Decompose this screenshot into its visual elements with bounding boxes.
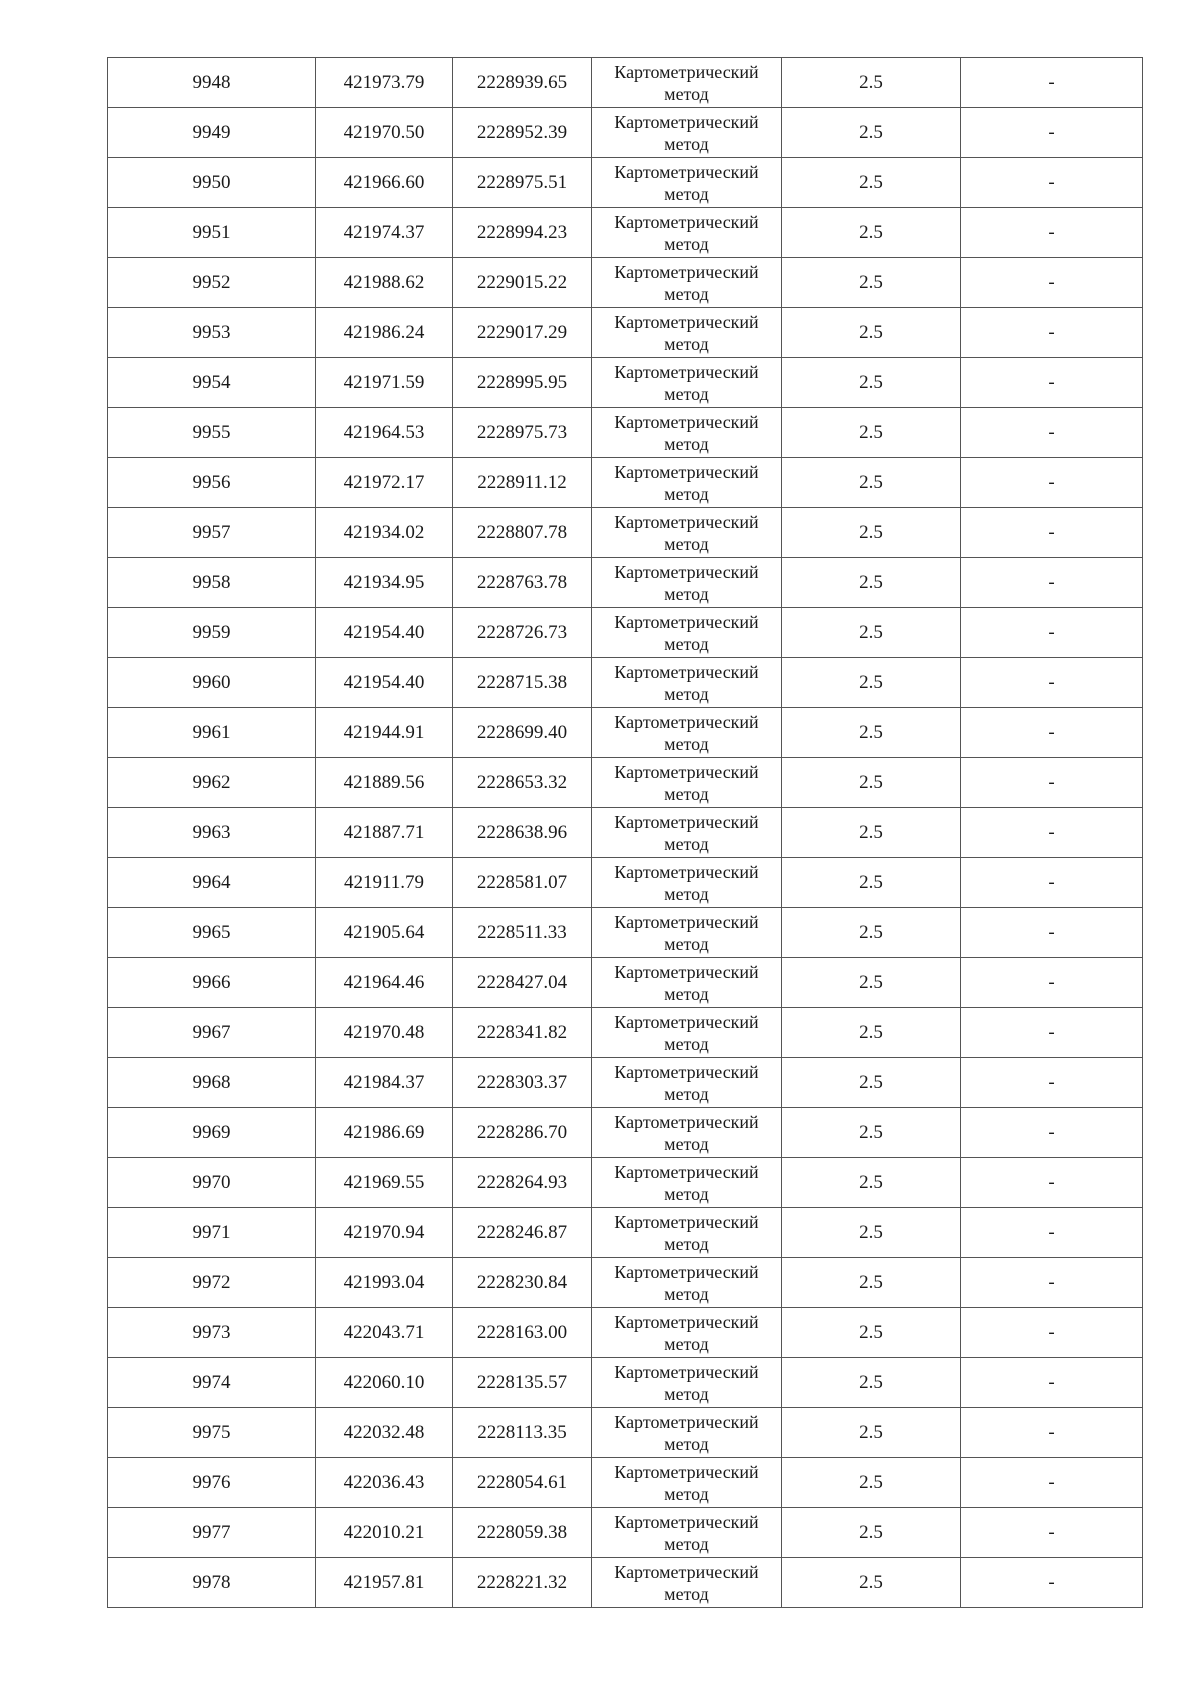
method-line-1: Картометрический (614, 1361, 759, 1382)
table-row (108, 908, 1143, 958)
method-line-1: Картометрический (614, 1261, 759, 1282)
note-cell: - (961, 808, 1143, 858)
y-coordinate-cell: 2229017.29 (453, 308, 592, 358)
x-coordinate-cell: 422043.71 (316, 1308, 453, 1358)
method-line-2: метод (664, 1583, 709, 1604)
method-line-2: метод (664, 883, 709, 904)
x-coordinate-cell: 421911.79 (316, 858, 453, 908)
method-line-1: Картометрический (614, 261, 759, 282)
y-coordinate-cell: 2228230.84 (453, 1258, 592, 1308)
y-coordinate-cell: 2228975.73 (453, 408, 592, 458)
method-cell (592, 1508, 782, 1558)
note-cell: - (961, 58, 1143, 108)
method-cell (592, 358, 782, 408)
precision-cell: 2.5 (782, 408, 961, 458)
x-coordinate-cell: 421954.40 (316, 608, 453, 658)
table-row (108, 1508, 1143, 1558)
method-line-2: метод (664, 783, 709, 804)
note-cell: - (961, 1408, 1143, 1458)
note-cell: - (961, 1358, 1143, 1408)
point-number-cell: 9966 (108, 958, 316, 1008)
table-row (108, 108, 1143, 158)
method-line-2: метод (664, 683, 709, 704)
note-cell: - (961, 1058, 1143, 1108)
note-cell: - (961, 1308, 1143, 1358)
table-row (108, 258, 1143, 308)
method-line-2: метод (664, 833, 709, 854)
method-line-1: Картометрический (614, 1011, 759, 1032)
method-cell (592, 1208, 782, 1258)
method-cell (592, 458, 782, 508)
table-row (108, 408, 1143, 458)
method-line-2: метод (664, 1283, 709, 1304)
x-coordinate-cell: 421988.62 (316, 258, 453, 308)
method-cell (592, 258, 782, 308)
precision-cell: 2.5 (782, 308, 961, 358)
method-line-1: Картометрический (614, 961, 759, 982)
method-line-1: Картометрический (614, 711, 759, 732)
method-line-2: метод (664, 133, 709, 154)
table-row (108, 58, 1143, 108)
precision-cell: 2.5 (782, 1108, 961, 1158)
y-coordinate-cell: 2228246.87 (453, 1208, 592, 1258)
precision-cell: 2.5 (782, 1308, 961, 1358)
point-number-cell: 9971 (108, 1208, 316, 1258)
x-coordinate-cell: 421964.46 (316, 958, 453, 1008)
method-line-1: Картометрический (614, 811, 759, 832)
coordinates-table-body (108, 58, 1143, 1608)
note-cell: - (961, 308, 1143, 358)
precision-cell: 2.5 (782, 158, 961, 208)
point-number-cell: 9950 (108, 158, 316, 208)
method-cell (592, 608, 782, 658)
y-coordinate-cell: 2228939.65 (453, 58, 592, 108)
point-number-cell: 9964 (108, 858, 316, 908)
method-line-2: метод (664, 1333, 709, 1354)
point-number-cell: 9965 (108, 908, 316, 958)
precision-cell: 2.5 (782, 58, 961, 108)
x-coordinate-cell: 421957.81 (316, 1558, 453, 1608)
precision-cell: 2.5 (782, 658, 961, 708)
y-coordinate-cell: 2228427.04 (453, 958, 592, 1008)
x-coordinate-cell: 422036.43 (316, 1458, 453, 1508)
method-line-1: Картометрический (614, 761, 759, 782)
point-number-cell: 9977 (108, 1508, 316, 1558)
note-cell: - (961, 358, 1143, 408)
method-line-1: Картометрический (614, 511, 759, 532)
method-cell (592, 558, 782, 608)
method-cell (592, 708, 782, 758)
note-cell: - (961, 558, 1143, 608)
x-coordinate-cell: 422060.10 (316, 1358, 453, 1408)
point-number-cell: 9963 (108, 808, 316, 858)
point-number-cell: 9960 (108, 658, 316, 708)
method-line-2: метод (664, 1033, 709, 1054)
x-coordinate-cell: 422032.48 (316, 1408, 453, 1458)
precision-cell: 2.5 (782, 708, 961, 758)
method-line-1: Картометрический (614, 861, 759, 882)
method-line-2: метод (664, 1483, 709, 1504)
x-coordinate-cell: 421887.71 (316, 808, 453, 858)
method-line-1: Картометрический (614, 1211, 759, 1232)
y-coordinate-cell: 2228699.40 (453, 708, 592, 758)
method-line-1: Картометрический (614, 1161, 759, 1182)
point-number-cell: 9952 (108, 258, 316, 308)
table-row (108, 1258, 1143, 1308)
precision-cell: 2.5 (782, 1158, 961, 1208)
x-coordinate-cell: 421970.94 (316, 1208, 453, 1258)
x-coordinate-cell: 421970.48 (316, 1008, 453, 1058)
method-cell (592, 308, 782, 358)
y-coordinate-cell: 2228726.73 (453, 608, 592, 658)
precision-cell: 2.5 (782, 458, 961, 508)
precision-cell: 2.5 (782, 608, 961, 658)
note-cell: - (961, 608, 1143, 658)
table-row (108, 858, 1143, 908)
y-coordinate-cell: 2228911.12 (453, 458, 592, 508)
note-cell: - (961, 708, 1143, 758)
method-line-2: метод (664, 1383, 709, 1404)
method-line-1: Картометрический (614, 1561, 759, 1582)
method-line-2: метод (664, 1433, 709, 1454)
table-row (108, 308, 1143, 358)
note-cell: - (961, 1258, 1143, 1308)
point-number-cell: 9967 (108, 1008, 316, 1058)
point-number-cell: 9975 (108, 1408, 316, 1458)
method-line-2: метод (664, 583, 709, 604)
method-line-2: метод (664, 733, 709, 754)
method-line-2: метод (664, 483, 709, 504)
precision-cell: 2.5 (782, 1208, 961, 1258)
method-cell (592, 58, 782, 108)
precision-cell: 2.5 (782, 1258, 961, 1308)
method-line-2: метод (664, 1183, 709, 1204)
precision-cell: 2.5 (782, 108, 961, 158)
y-coordinate-cell: 2228581.07 (453, 858, 592, 908)
method-line-1: Картометрический (614, 1511, 759, 1532)
method-line-2: метод (664, 283, 709, 304)
x-coordinate-cell: 421954.40 (316, 658, 453, 708)
point-number-cell: 9972 (108, 1258, 316, 1308)
y-coordinate-cell: 2228286.70 (453, 1108, 592, 1158)
x-coordinate-cell: 421966.60 (316, 158, 453, 208)
method-cell (592, 958, 782, 1008)
precision-cell: 2.5 (782, 208, 961, 258)
y-coordinate-cell: 2228511.33 (453, 908, 592, 958)
x-coordinate-cell: 421889.56 (316, 758, 453, 808)
y-coordinate-cell: 2228994.23 (453, 208, 592, 258)
y-coordinate-cell: 2228163.00 (453, 1308, 592, 1358)
method-line-1: Картометрический (614, 461, 759, 482)
precision-cell: 2.5 (782, 508, 961, 558)
precision-cell: 2.5 (782, 1058, 961, 1108)
x-coordinate-cell: 421970.50 (316, 108, 453, 158)
note-cell: - (961, 908, 1143, 958)
point-number-cell: 9973 (108, 1308, 316, 1358)
x-coordinate-cell: 421974.37 (316, 208, 453, 258)
method-cell (592, 408, 782, 458)
note-cell: - (961, 1108, 1143, 1158)
method-line-1: Картометрический (614, 911, 759, 932)
point-number-cell: 9955 (108, 408, 316, 458)
note-cell: - (961, 1458, 1143, 1508)
table-row (108, 658, 1143, 708)
note-cell: - (961, 1558, 1143, 1608)
note-cell: - (961, 1008, 1143, 1058)
method-cell (592, 858, 782, 908)
point-number-cell: 9968 (108, 1058, 316, 1108)
method-line-2: метод (664, 333, 709, 354)
x-coordinate-cell: 422010.21 (316, 1508, 453, 1558)
point-number-cell: 9959 (108, 608, 316, 658)
point-number-cell: 9954 (108, 358, 316, 408)
method-cell (592, 1008, 782, 1058)
point-number-cell: 9953 (108, 308, 316, 358)
y-coordinate-cell: 2228135.57 (453, 1358, 592, 1408)
table-row (108, 608, 1143, 658)
method-cell (592, 1158, 782, 1208)
note-cell: - (961, 508, 1143, 558)
table-row (108, 508, 1143, 558)
method-line-2: метод (664, 933, 709, 954)
x-coordinate-cell: 421993.04 (316, 1258, 453, 1308)
precision-cell: 2.5 (782, 1008, 961, 1058)
y-coordinate-cell: 2228995.95 (453, 358, 592, 408)
table-row (108, 558, 1143, 608)
table-row (108, 1008, 1143, 1058)
method-line-1: Картометрический (614, 1461, 759, 1482)
note-cell: - (961, 258, 1143, 308)
coordinates-table (107, 57, 1143, 1608)
method-line-1: Картометрический (614, 61, 759, 82)
y-coordinate-cell: 2228054.61 (453, 1458, 592, 1508)
y-coordinate-cell: 2228341.82 (453, 1008, 592, 1058)
x-coordinate-cell: 421984.37 (316, 1058, 453, 1108)
method-line-1: Картометрический (614, 211, 759, 232)
table-row (108, 1558, 1143, 1608)
y-coordinate-cell: 2229015.22 (453, 258, 592, 308)
note-cell: - (961, 958, 1143, 1008)
note-cell: - (961, 108, 1143, 158)
method-line-1: Картометрический (614, 111, 759, 132)
method-cell (592, 1558, 782, 1608)
y-coordinate-cell: 2228221.32 (453, 1558, 592, 1608)
x-coordinate-cell: 421964.53 (316, 408, 453, 458)
method-cell (592, 1358, 782, 1408)
method-cell (592, 1408, 782, 1458)
method-line-2: метод (664, 433, 709, 454)
note-cell: - (961, 858, 1143, 908)
x-coordinate-cell: 421905.64 (316, 908, 453, 958)
table-row (108, 158, 1143, 208)
y-coordinate-cell: 2228303.37 (453, 1058, 592, 1108)
note-cell: - (961, 758, 1143, 808)
method-cell (592, 758, 782, 808)
method-line-1: Картометрический (614, 411, 759, 432)
method-line-1: Картометрический (614, 1111, 759, 1132)
x-coordinate-cell: 421944.91 (316, 708, 453, 758)
precision-cell: 2.5 (782, 958, 961, 1008)
table-row (108, 1408, 1143, 1458)
method-line-2: метод (664, 183, 709, 204)
x-coordinate-cell: 421986.69 (316, 1108, 453, 1158)
precision-cell: 2.5 (782, 358, 961, 408)
method-line-2: метод (664, 1233, 709, 1254)
method-line-2: метод (664, 1083, 709, 1104)
x-coordinate-cell: 421969.55 (316, 1158, 453, 1208)
method-line-1: Картометрический (614, 661, 759, 682)
method-line-2: метод (664, 83, 709, 104)
table-row (108, 758, 1143, 808)
point-number-cell: 9978 (108, 1558, 316, 1608)
method-line-2: метод (664, 233, 709, 254)
precision-cell: 2.5 (782, 1358, 961, 1408)
method-line-2: метод (664, 983, 709, 1004)
note-cell: - (961, 458, 1143, 508)
method-line-2: метод (664, 633, 709, 654)
table-row (108, 1308, 1143, 1358)
point-number-cell: 9974 (108, 1358, 316, 1408)
method-cell (592, 658, 782, 708)
point-number-cell: 9958 (108, 558, 316, 608)
point-number-cell: 9961 (108, 708, 316, 758)
point-number-cell: 9948 (108, 58, 316, 108)
method-line-1: Картометрический (614, 361, 759, 382)
x-coordinate-cell: 421986.24 (316, 308, 453, 358)
precision-cell: 2.5 (782, 808, 961, 858)
table-row (108, 708, 1143, 758)
note-cell: - (961, 208, 1143, 258)
y-coordinate-cell: 2228763.78 (453, 558, 592, 608)
method-cell (592, 208, 782, 258)
x-coordinate-cell: 421934.02 (316, 508, 453, 558)
method-cell (592, 1308, 782, 1358)
y-coordinate-cell: 2228952.39 (453, 108, 592, 158)
note-cell: - (961, 1208, 1143, 1258)
method-line-1: Картометрический (614, 161, 759, 182)
method-line-2: метод (664, 533, 709, 554)
table-row (108, 1058, 1143, 1108)
method-cell (592, 908, 782, 958)
table-row (108, 808, 1143, 858)
note-cell: - (961, 658, 1143, 708)
point-number-cell: 9957 (108, 508, 316, 558)
precision-cell: 2.5 (782, 858, 961, 908)
y-coordinate-cell: 2228113.35 (453, 1408, 592, 1458)
point-number-cell: 9962 (108, 758, 316, 808)
note-cell: - (961, 1508, 1143, 1558)
note-cell: - (961, 1158, 1143, 1208)
x-coordinate-cell: 421971.59 (316, 358, 453, 408)
precision-cell: 2.5 (782, 758, 961, 808)
method-cell (592, 1458, 782, 1508)
y-coordinate-cell: 2228653.32 (453, 758, 592, 808)
point-number-cell: 9956 (108, 458, 316, 508)
method-line-1: Картометрический (614, 1311, 759, 1332)
table-row (108, 358, 1143, 408)
point-number-cell: 9970 (108, 1158, 316, 1208)
y-coordinate-cell: 2228059.38 (453, 1508, 592, 1558)
y-coordinate-cell: 2228807.78 (453, 508, 592, 558)
point-number-cell: 9969 (108, 1108, 316, 1158)
method-cell (592, 158, 782, 208)
table-row (108, 958, 1143, 1008)
method-cell (592, 808, 782, 858)
method-line-1: Картометрический (614, 611, 759, 632)
note-cell: - (961, 158, 1143, 208)
precision-cell: 2.5 (782, 1458, 961, 1508)
point-number-cell: 9951 (108, 208, 316, 258)
method-cell (592, 108, 782, 158)
x-coordinate-cell: 421973.79 (316, 58, 453, 108)
x-coordinate-cell: 421934.95 (316, 558, 453, 608)
x-coordinate-cell: 421972.17 (316, 458, 453, 508)
precision-cell: 2.5 (782, 1508, 961, 1558)
method-cell (592, 508, 782, 558)
method-cell (592, 1058, 782, 1108)
table-row (108, 1108, 1143, 1158)
method-line-1: Картометрический (614, 561, 759, 582)
y-coordinate-cell: 2228264.93 (453, 1158, 592, 1208)
table-row (108, 1358, 1143, 1408)
precision-cell: 2.5 (782, 258, 961, 308)
precision-cell: 2.5 (782, 908, 961, 958)
method-line-2: метод (664, 1533, 709, 1554)
precision-cell: 2.5 (782, 1558, 961, 1608)
y-coordinate-cell: 2228715.38 (453, 658, 592, 708)
method-line-1: Картометрический (614, 1411, 759, 1432)
precision-cell: 2.5 (782, 1408, 961, 1458)
table-row (108, 1158, 1143, 1208)
precision-cell: 2.5 (782, 558, 961, 608)
point-number-cell: 9976 (108, 1458, 316, 1508)
method-line-1: Картометрический (614, 1061, 759, 1082)
note-cell: - (961, 408, 1143, 458)
y-coordinate-cell: 2228975.51 (453, 158, 592, 208)
method-line-2: метод (664, 1133, 709, 1154)
table-row (108, 1208, 1143, 1258)
method-cell (592, 1108, 782, 1158)
table-row (108, 458, 1143, 508)
method-cell (592, 1258, 782, 1308)
method-line-1: Картометрический (614, 311, 759, 332)
table-row (108, 208, 1143, 258)
y-coordinate-cell: 2228638.96 (453, 808, 592, 858)
table-row (108, 1458, 1143, 1508)
method-line-2: метод (664, 383, 709, 404)
point-number-cell: 9949 (108, 108, 316, 158)
